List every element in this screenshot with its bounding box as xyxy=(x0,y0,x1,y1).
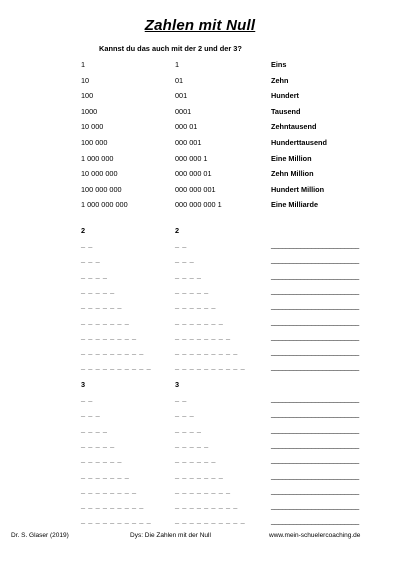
section-digit: 3 xyxy=(81,380,86,389)
number-reversed: 1 xyxy=(175,60,180,69)
word-answer-line[interactable]: ________________________ xyxy=(271,331,359,341)
digit-blanks: _ _ _ _ _ _ _ _ xyxy=(81,485,137,495)
table-row xyxy=(0,91,400,101)
blank-row xyxy=(0,471,400,481)
number-word: Eine Million xyxy=(271,153,312,163)
page-title: Zahlen mit Null xyxy=(144,17,256,34)
digit-blanks: _ _ _ _ _ _ _ xyxy=(81,316,130,326)
word-answer-line[interactable]: ________________________ xyxy=(271,455,359,465)
word-answer-line[interactable]: ________________________ xyxy=(271,285,359,295)
digit-blanks: _ _ xyxy=(81,240,93,249)
digit-blanks: _ _ _ _ _ _ _ _ _ _ xyxy=(81,516,152,526)
number-reversed: 000 01 xyxy=(175,122,198,132)
number-reversed: 000 000 000 1 xyxy=(175,200,222,210)
blank-row xyxy=(0,394,400,404)
word-answer-line[interactable]: ________________________ xyxy=(271,516,359,526)
digit-blanks: _ _ xyxy=(81,394,93,403)
digit-blanks: _ _ _ xyxy=(81,409,101,419)
digit-blanks: _ _ _ _ _ _ _ xyxy=(175,470,224,480)
blank-row xyxy=(0,440,400,450)
number-digits: 1 000 000 000 xyxy=(81,200,128,210)
digit-blanks: _ _ _ _ xyxy=(81,424,108,434)
digit-blanks: _ _ _ xyxy=(175,255,195,265)
table-row xyxy=(0,107,400,117)
digit-blanks: _ _ _ _ _ xyxy=(81,439,115,449)
digit-blanks: _ _ _ _ _ _ _ _ xyxy=(175,331,231,341)
digit-blanks: _ _ _ xyxy=(175,409,195,419)
digit-blanks: _ _ _ _ _ _ _ _ xyxy=(81,331,137,341)
number-reversed: 000 000 01 xyxy=(175,169,212,179)
number-word: Hundert Million xyxy=(271,184,325,194)
number-word: Tausend xyxy=(271,106,301,116)
digit-blanks: _ _ _ _ _ _ _ _ _ _ xyxy=(175,362,246,372)
blank-row xyxy=(0,409,400,419)
table-row xyxy=(0,185,400,195)
number-word: Eine Milliarde xyxy=(271,200,319,210)
blank-row xyxy=(0,317,400,327)
section-header xyxy=(0,380,400,390)
digit-blanks: _ _ xyxy=(175,394,187,403)
blank-row xyxy=(0,501,400,511)
digit-blanks: _ _ _ _ _ xyxy=(175,285,209,295)
number-word: Eins xyxy=(271,60,287,69)
number-reversed: 001 xyxy=(175,91,188,101)
digit-blanks: _ _ _ _ _ _ _ _ _ xyxy=(81,347,144,357)
blank-row xyxy=(0,425,400,435)
digit-blanks: _ _ _ _ xyxy=(175,270,202,280)
digit-blanks: _ _ _ _ _ _ _ _ xyxy=(175,485,231,495)
word-answer-line[interactable]: ________________________ xyxy=(271,301,359,311)
digit-blanks: _ _ _ _ _ _ _ _ _ _ xyxy=(81,362,152,372)
word-answer-line[interactable]: ________________________ xyxy=(271,394,359,403)
number-reversed: 000 000 001 xyxy=(175,184,216,194)
digit-blanks: _ _ _ _ _ xyxy=(175,439,209,449)
digit-blanks: _ _ _ _ _ _ _ _ _ _ xyxy=(175,516,246,526)
number-digits: 1000 xyxy=(81,106,98,116)
footer-doc-title: Dys: Die Zahlen mit der Null xyxy=(130,532,211,539)
number-digits: 100 000 xyxy=(81,138,108,147)
number-digits: 1 xyxy=(81,60,86,69)
word-answer-line[interactable]: ________________________ xyxy=(271,362,359,372)
number-reversed: 0001 xyxy=(175,106,192,116)
word-answer-line[interactable]: ________________________ xyxy=(271,316,359,326)
digit-blanks: _ _ _ _ _ _ xyxy=(81,301,123,311)
number-word: Hundert xyxy=(271,91,299,101)
blank-row xyxy=(0,362,400,372)
table-row xyxy=(0,60,400,70)
footer-website: www.mein-schuelercoaching.de xyxy=(269,532,361,539)
word-answer-line[interactable]: ________________________ xyxy=(271,501,359,511)
number-word: Zehn xyxy=(271,75,289,85)
number-word: Zehn Million xyxy=(271,169,314,179)
digit-blanks: _ _ xyxy=(175,240,187,249)
digit-blanks: _ _ _ _ _ _ _ _ _ xyxy=(175,501,238,511)
digit-blanks: _ _ _ _ _ _ _ xyxy=(81,470,130,480)
digit-blanks: _ _ _ _ _ _ xyxy=(175,455,217,465)
number-word: Zehntausend xyxy=(271,122,317,132)
blank-row xyxy=(0,301,400,311)
digit-blanks: _ _ _ _ _ _ _ xyxy=(175,316,224,326)
blank-row xyxy=(0,332,400,342)
blank-row xyxy=(0,486,400,496)
table-row xyxy=(0,138,400,148)
word-answer-line[interactable]: ________________________ xyxy=(271,485,359,495)
number-digits: 100 000 000 xyxy=(81,184,122,194)
word-answer-line[interactable]: ________________________ xyxy=(271,470,359,480)
number-digits: 10 000 xyxy=(81,122,104,132)
word-answer-line[interactable]: ________________________ xyxy=(271,439,359,449)
word-answer-line[interactable]: ________________________ xyxy=(271,255,359,265)
digit-blanks: _ _ _ _ _ xyxy=(81,285,115,295)
digit-blanks: _ _ _ xyxy=(81,255,101,265)
number-digits: 100 xyxy=(81,91,94,101)
blank-row xyxy=(0,455,400,465)
section-digit: 2 xyxy=(175,226,180,235)
footer-author: Dr. S. Glaser (2019) xyxy=(11,532,69,539)
number-reversed: 000 001 xyxy=(175,138,202,147)
table-row xyxy=(0,154,400,164)
blank-row xyxy=(0,255,400,265)
blank-row xyxy=(0,347,400,357)
number-digits: 1 000 000 xyxy=(81,153,114,163)
blank-row xyxy=(0,516,400,526)
subtitle: Kannst du das auch mit der 2 und der 3? xyxy=(99,44,242,53)
blank-row xyxy=(0,271,400,281)
number-word: Hunderttausend xyxy=(271,138,327,147)
number-reversed: 01 xyxy=(175,75,184,85)
digit-blanks: _ _ _ _ _ _ xyxy=(175,301,217,311)
section-header xyxy=(0,226,400,236)
digit-blanks: _ _ _ _ xyxy=(81,270,108,280)
number-digits: 10 xyxy=(81,75,90,85)
word-answer-line[interactable]: ________________________ xyxy=(271,347,359,357)
table-row xyxy=(0,200,400,210)
blank-row xyxy=(0,240,400,250)
number-digits: 10 000 000 xyxy=(81,169,118,179)
table-row xyxy=(0,76,400,86)
word-answer-line[interactable]: ________________________ xyxy=(271,240,359,249)
blank-row xyxy=(0,286,400,296)
digit-blanks: _ _ _ _ xyxy=(175,424,202,434)
digit-blanks: _ _ _ _ _ _ _ _ _ xyxy=(81,501,144,511)
word-answer-line[interactable]: ________________________ xyxy=(271,409,359,419)
table-row xyxy=(0,169,400,179)
number-reversed: 000 000 1 xyxy=(175,153,208,163)
digit-blanks: _ _ _ _ _ _ _ _ _ xyxy=(175,347,238,357)
word-answer-line[interactable]: ________________________ xyxy=(271,270,359,280)
word-answer-line[interactable]: ________________________ xyxy=(271,424,359,434)
digit-blanks: _ _ _ _ _ _ xyxy=(81,455,123,465)
table-row xyxy=(0,122,400,132)
section-digit: 3 xyxy=(175,380,180,389)
section-digit: 2 xyxy=(81,226,86,235)
